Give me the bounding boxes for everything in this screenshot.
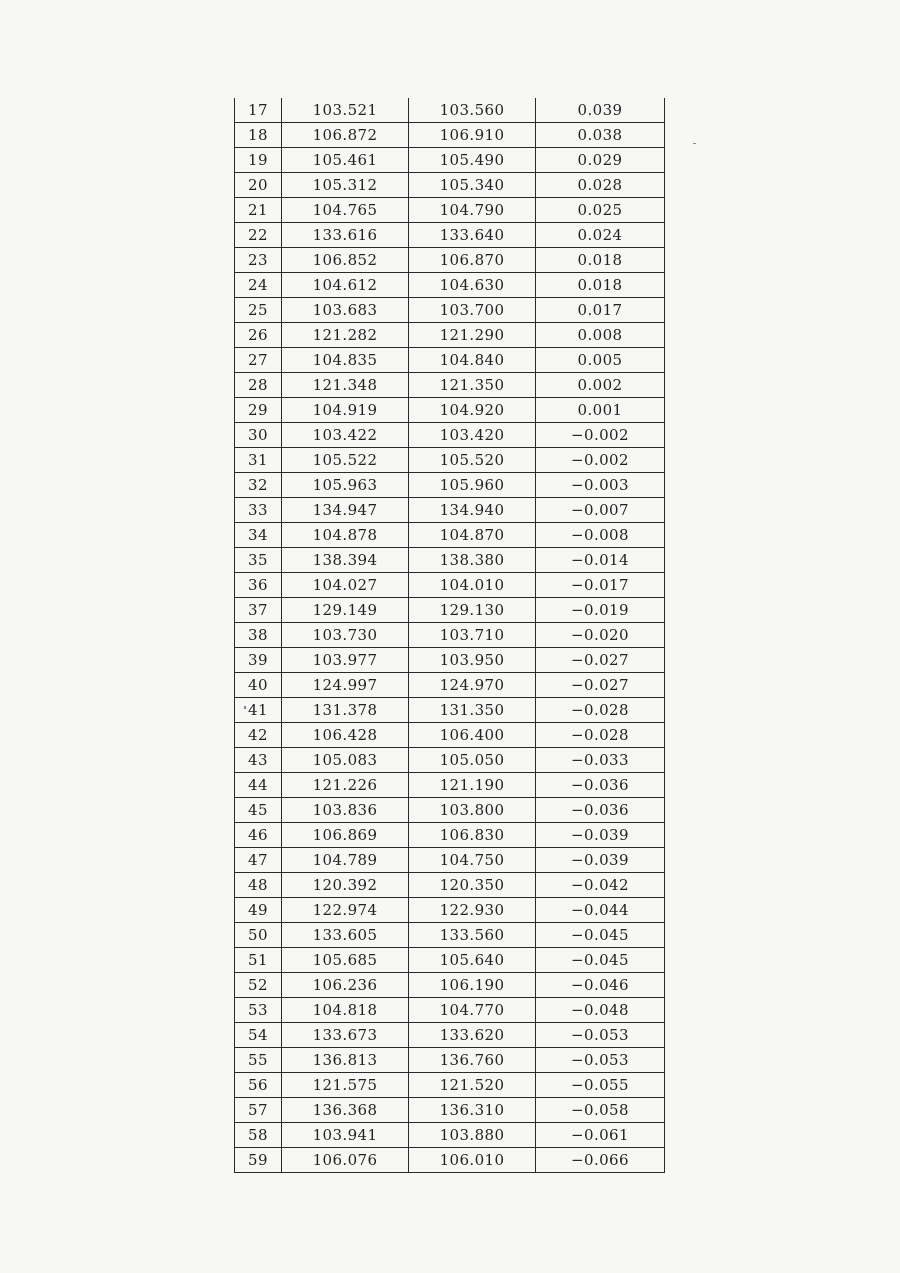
value-a-cell: 106.236 xyxy=(282,973,409,998)
value-a-cell: 105.963 xyxy=(282,473,409,498)
index-cell: 48 xyxy=(235,873,282,898)
value-a-cell: 124.997 xyxy=(282,673,409,698)
index-cell: 52 xyxy=(235,973,282,998)
value-a-cell: 104.835 xyxy=(282,348,409,373)
difference-cell: 0.039 xyxy=(536,98,665,123)
difference-cell: −0.045 xyxy=(536,923,665,948)
difference-cell: −0.053 xyxy=(536,1048,665,1073)
value-a-cell: 103.730 xyxy=(282,623,409,648)
table-row xyxy=(235,1023,665,1048)
value-a-cell: 121.575 xyxy=(282,1073,409,1098)
value-a-cell: 105.083 xyxy=(282,748,409,773)
index-cell: 54 xyxy=(235,1023,282,1048)
value-a-cell: 104.818 xyxy=(282,998,409,1023)
difference-cell: 0.005 xyxy=(536,348,665,373)
index-cell: 34 xyxy=(235,523,282,548)
difference-cell: 0.018 xyxy=(536,248,665,273)
value-a-cell: 105.312 xyxy=(282,173,409,198)
value-a-cell: 106.872 xyxy=(282,123,409,148)
index-cell: 36 xyxy=(235,573,282,598)
table-row xyxy=(235,973,665,998)
value-b-cell: 122.930 xyxy=(409,898,536,923)
value-b-cell: 103.710 xyxy=(409,623,536,648)
difference-cell: 0.024 xyxy=(536,223,665,248)
value-b-cell: 136.760 xyxy=(409,1048,536,1073)
value-b-cell: 105.340 xyxy=(409,173,536,198)
value-b-cell: 133.560 xyxy=(409,923,536,948)
index-cell: 37 xyxy=(235,598,282,623)
index-cell: 46 xyxy=(235,823,282,848)
index-cell: 25 xyxy=(235,298,282,323)
value-a-cell: 104.765 xyxy=(282,198,409,223)
difference-cell: −0.036 xyxy=(536,773,665,798)
value-a-cell: 136.813 xyxy=(282,1048,409,1073)
difference-cell: −0.044 xyxy=(536,898,665,923)
difference-cell: 0.001 xyxy=(536,398,665,423)
index-cell: 51 xyxy=(235,948,282,973)
table-row xyxy=(235,948,665,973)
value-a-cell: 106.852 xyxy=(282,248,409,273)
index-cell: 21 xyxy=(235,198,282,223)
table-row xyxy=(235,348,665,373)
index-cell: 32 xyxy=(235,473,282,498)
difference-cell: −0.042 xyxy=(536,873,665,898)
index-cell: 47 xyxy=(235,848,282,873)
value-b-cell: 121.190 xyxy=(409,773,536,798)
difference-cell: −0.033 xyxy=(536,748,665,773)
value-a-cell: 133.605 xyxy=(282,923,409,948)
value-a-cell: 133.673 xyxy=(282,1023,409,1048)
index-cell: 45 xyxy=(235,798,282,823)
table-row xyxy=(235,573,665,598)
table-row xyxy=(235,798,665,823)
difference-cell: 0.029 xyxy=(536,148,665,173)
index-cell: 27 xyxy=(235,348,282,373)
value-a-cell: 103.941 xyxy=(282,1123,409,1148)
table-row xyxy=(235,173,665,198)
table-row xyxy=(235,198,665,223)
table-row xyxy=(235,423,665,448)
index-cell: 33 xyxy=(235,498,282,523)
table-row xyxy=(235,848,665,873)
index-cell: 40 xyxy=(235,673,282,698)
value-b-cell: 104.920 xyxy=(409,398,536,423)
index-cell: 42 xyxy=(235,723,282,748)
table-row xyxy=(235,1098,665,1123)
index-cell: 35 xyxy=(235,548,282,573)
index-cell: 44 xyxy=(235,773,282,798)
table-row xyxy=(235,923,665,948)
table-row xyxy=(235,273,665,298)
value-a-cell: 106.076 xyxy=(282,1148,409,1173)
value-b-cell: 104.770 xyxy=(409,998,536,1023)
index-cell: 22 xyxy=(235,223,282,248)
table-row xyxy=(235,448,665,473)
value-b-cell: 106.910 xyxy=(409,123,536,148)
value-b-cell: 121.350 xyxy=(409,373,536,398)
table-row xyxy=(235,523,665,548)
value-a-cell: 136.368 xyxy=(282,1098,409,1123)
value-b-cell: 103.560 xyxy=(409,98,536,123)
index-cell: 26 xyxy=(235,323,282,348)
value-b-cell: 104.750 xyxy=(409,848,536,873)
value-b-cell: 136.310 xyxy=(409,1098,536,1123)
value-b-cell: 121.290 xyxy=(409,323,536,348)
index-cell: 18 xyxy=(235,123,282,148)
value-a-cell: 129.149 xyxy=(282,598,409,623)
difference-cell: −0.008 xyxy=(536,523,665,548)
table-row xyxy=(235,898,665,923)
index-cell: 50 xyxy=(235,923,282,948)
table-row xyxy=(235,223,665,248)
value-a-cell: 121.226 xyxy=(282,773,409,798)
index-cell: 30 xyxy=(235,423,282,448)
value-b-cell: 104.870 xyxy=(409,523,536,548)
index-cell: 28 xyxy=(235,373,282,398)
value-b-cell: 104.840 xyxy=(409,348,536,373)
difference-cell: 0.017 xyxy=(536,298,665,323)
table-row xyxy=(235,148,665,173)
table-row xyxy=(235,748,665,773)
table-row xyxy=(235,698,665,723)
difference-cell: −0.036 xyxy=(536,798,665,823)
value-b-cell: 104.790 xyxy=(409,198,536,223)
value-b-cell: 121.520 xyxy=(409,1073,536,1098)
value-a-cell: 121.282 xyxy=(282,323,409,348)
index-cell: 41 xyxy=(235,698,282,723)
value-b-cell: 131.350 xyxy=(409,698,536,723)
value-a-cell: 104.919 xyxy=(282,398,409,423)
value-b-cell: 103.700 xyxy=(409,298,536,323)
table-row xyxy=(235,673,665,698)
table-row xyxy=(235,1123,665,1148)
difference-cell: −0.019 xyxy=(536,598,665,623)
value-a-cell: 103.977 xyxy=(282,648,409,673)
table-row xyxy=(235,648,665,673)
table-row xyxy=(235,1148,665,1173)
index-cell: 49 xyxy=(235,898,282,923)
difference-cell: −0.007 xyxy=(536,498,665,523)
difference-cell: 0.008 xyxy=(536,323,665,348)
value-a-cell: 134.947 xyxy=(282,498,409,523)
difference-cell: −0.058 xyxy=(536,1098,665,1123)
difference-cell: −0.002 xyxy=(536,448,665,473)
table-row xyxy=(235,598,665,623)
value-a-cell: 104.612 xyxy=(282,273,409,298)
table-row xyxy=(235,498,665,523)
value-b-cell: 106.830 xyxy=(409,823,536,848)
value-b-cell: 134.940 xyxy=(409,498,536,523)
table-row xyxy=(235,398,665,423)
table-row xyxy=(235,1073,665,1098)
index-cell: 24 xyxy=(235,273,282,298)
value-b-cell: 120.350 xyxy=(409,873,536,898)
difference-cell: −0.061 xyxy=(536,1123,665,1148)
value-b-cell: 105.520 xyxy=(409,448,536,473)
difference-cell: −0.066 xyxy=(536,1148,665,1173)
index-cell: 17 xyxy=(235,98,282,123)
index-cell: 53 xyxy=(235,998,282,1023)
value-a-cell: 103.836 xyxy=(282,798,409,823)
index-cell: 55 xyxy=(235,1048,282,1073)
table-row xyxy=(235,623,665,648)
difference-cell: −0.045 xyxy=(536,948,665,973)
value-a-cell: 121.348 xyxy=(282,373,409,398)
value-a-cell: 103.422 xyxy=(282,423,409,448)
index-cell: 39 xyxy=(235,648,282,673)
value-a-cell: 131.378 xyxy=(282,698,409,723)
data-table xyxy=(234,98,665,1173)
value-a-cell: 120.392 xyxy=(282,873,409,898)
value-b-cell: 105.050 xyxy=(409,748,536,773)
value-b-cell: 106.190 xyxy=(409,973,536,998)
difference-cell: 0.028 xyxy=(536,173,665,198)
index-cell: 59 xyxy=(235,1148,282,1173)
index-cell: 57 xyxy=(235,1098,282,1123)
value-b-cell: 133.640 xyxy=(409,223,536,248)
table-row xyxy=(235,473,665,498)
difference-cell: −0.002 xyxy=(536,423,665,448)
value-a-cell: 104.027 xyxy=(282,573,409,598)
value-b-cell: 103.420 xyxy=(409,423,536,448)
index-cell: 58 xyxy=(235,1123,282,1148)
value-b-cell: 105.490 xyxy=(409,148,536,173)
value-a-cell: 105.522 xyxy=(282,448,409,473)
value-b-cell: 105.640 xyxy=(409,948,536,973)
table-row xyxy=(235,248,665,273)
table-row xyxy=(235,998,665,1023)
table-row xyxy=(235,98,665,123)
index-cell: 29 xyxy=(235,398,282,423)
value-b-cell: 104.010 xyxy=(409,573,536,598)
value-b-cell: 103.950 xyxy=(409,648,536,673)
value-b-cell: 106.010 xyxy=(409,1148,536,1173)
difference-cell: 0.038 xyxy=(536,123,665,148)
table-row xyxy=(235,123,665,148)
value-a-cell: 104.789 xyxy=(282,848,409,873)
value-b-cell: 103.880 xyxy=(409,1123,536,1148)
value-b-cell: 106.400 xyxy=(409,723,536,748)
value-a-cell: 103.521 xyxy=(282,98,409,123)
value-b-cell: 103.800 xyxy=(409,798,536,823)
difference-cell: 0.018 xyxy=(536,273,665,298)
scan-speck xyxy=(693,143,696,144)
difference-cell: −0.053 xyxy=(536,1023,665,1048)
index-cell: 56 xyxy=(235,1073,282,1098)
value-a-cell: 103.683 xyxy=(282,298,409,323)
index-cell: 43 xyxy=(235,748,282,773)
value-a-cell: 122.974 xyxy=(282,898,409,923)
value-b-cell: 106.870 xyxy=(409,248,536,273)
difference-cell: −0.003 xyxy=(536,473,665,498)
table-row xyxy=(235,548,665,573)
table-row xyxy=(235,823,665,848)
table-row xyxy=(235,1048,665,1073)
table-body xyxy=(235,98,665,1173)
difference-cell: −0.028 xyxy=(536,723,665,748)
index-cell: 19 xyxy=(235,148,282,173)
value-b-cell: 104.630 xyxy=(409,273,536,298)
scan-speck xyxy=(244,706,246,709)
value-a-cell: 106.428 xyxy=(282,723,409,748)
value-a-cell: 106.869 xyxy=(282,823,409,848)
difference-cell: −0.028 xyxy=(536,698,665,723)
value-a-cell: 105.685 xyxy=(282,948,409,973)
difference-cell: −0.020 xyxy=(536,623,665,648)
value-b-cell: 129.130 xyxy=(409,598,536,623)
difference-cell: −0.055 xyxy=(536,1073,665,1098)
value-a-cell: 133.616 xyxy=(282,223,409,248)
value-b-cell: 138.380 xyxy=(409,548,536,573)
value-b-cell: 124.970 xyxy=(409,673,536,698)
table-row xyxy=(235,723,665,748)
index-cell: 38 xyxy=(235,623,282,648)
difference-cell: −0.039 xyxy=(536,823,665,848)
difference-cell: −0.017 xyxy=(536,573,665,598)
difference-cell: −0.039 xyxy=(536,848,665,873)
difference-cell: 0.002 xyxy=(536,373,665,398)
table-row xyxy=(235,873,665,898)
difference-cell: −0.014 xyxy=(536,548,665,573)
table-row xyxy=(235,373,665,398)
value-a-cell: 105.461 xyxy=(282,148,409,173)
index-cell: 20 xyxy=(235,173,282,198)
difference-cell: −0.027 xyxy=(536,648,665,673)
index-cell: 31 xyxy=(235,448,282,473)
difference-cell: −0.027 xyxy=(536,673,665,698)
difference-cell: −0.048 xyxy=(536,998,665,1023)
value-b-cell: 105.960 xyxy=(409,473,536,498)
difference-cell: −0.046 xyxy=(536,973,665,998)
table-row xyxy=(235,773,665,798)
difference-cell: 0.025 xyxy=(536,198,665,223)
table-row xyxy=(235,323,665,348)
value-b-cell: 133.620 xyxy=(409,1023,536,1048)
table-row xyxy=(235,298,665,323)
value-a-cell: 104.878 xyxy=(282,523,409,548)
index-cell: 23 xyxy=(235,248,282,273)
value-a-cell: 138.394 xyxy=(282,548,409,573)
